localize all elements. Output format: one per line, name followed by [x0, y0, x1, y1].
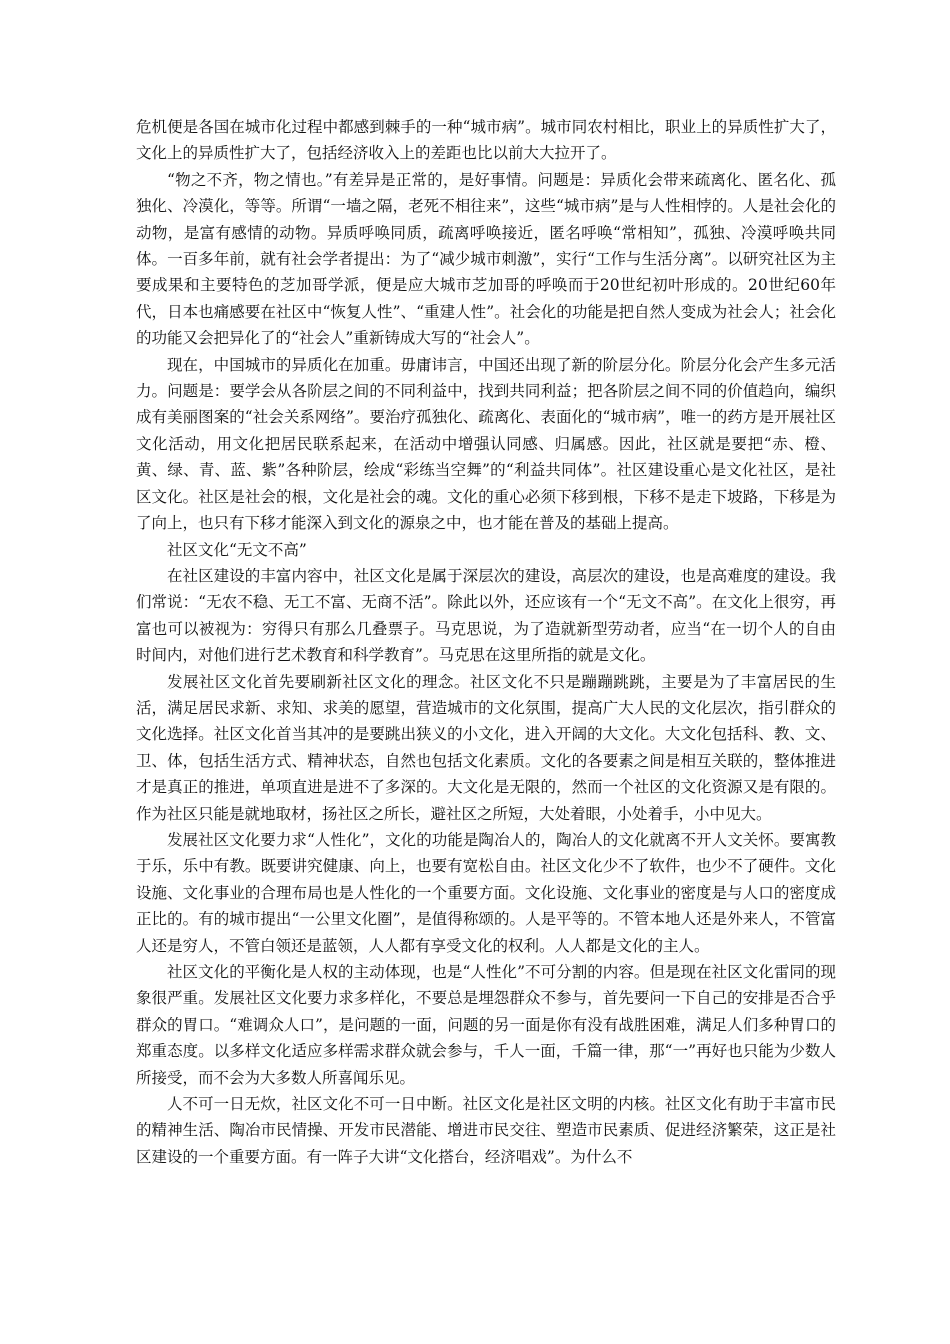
paragraph-continuation: 危机便是各国在城市化过程中都感到棘手的一种“城市病”。城市同农村相比，职业上的异质性扩大了，文化上的异质性扩大了，包括经济收入上的差距也比以前大大拉开了。 — [136, 118, 836, 163]
paragraph-diversity: 社区文化的平衡化是人权的主动体现，也是“人性化”不可分割的内容。但是现在社区文化雷同的现象很严重。发展社区文化要力求多样化，不要总是埋怨群众不参与，首先要问一下自己的安排是否合乎群众的胃口。“难调众人口”，是问题的一面，问题的另一面是你有没有战胜困难，满足人们多种胃口的郑重态度。以多样文化适应多样需求群众就会参与，千人一面，千篇一律，那“一”再好也只能为少数人所接受，而不会为大多数人所喜闻乐见。 — [136, 963, 836, 1087]
paragraph-continuity: 人不可一日无炊，社区文化不可一日中断。社区文化是社区文明的内核。社区文化有助于丰富市民的精神生活、陶冶市民情操、开发市民潜能、增进市民交往、塑造市民素质、促进经济繁荣，这正是社区建设的一个重要方面。有一阵子大讲“文化搭台，经济唱戏”。为什么不 — [136, 1095, 836, 1166]
section-heading: 社区文化“无文不高” — [167, 540, 307, 559]
paragraph-deep-construction: 在社区建设的丰富内容中，社区文化是属于深层次的建设，高层次的建设，也是高难度的建设。我们常说：“无农不稳、无工不富、无商不活”。除此以外，还应该有一个“无文不高”。在文化上很穷，再富也可以被视为：穷得只有那么几叠票子。马克思说，为了造就新型劳动者，应当“在一切个人的自由时间内，对他们进行艺术教育和科学教育”。马克思在这里所指的就是文化。 — [136, 566, 836, 665]
document-page — [136, 114, 836, 1170]
paragraph-urban-disease: “物之不齐，物之情也。”有差异是正常的，是好事情。问题是：异质化会带来疏离化、匿名化、孤独化、冷漠化，等等。所谓“一墙之隔，老死不相往来”，这些“城市病”是与人性相悖的。人是社会化的动物，是富有感情的动物。异质呼唤同质，疏离呼唤接近，匿名呼唤“常相知”，孤独、冷漠呼唤共同体。一百多年前，就有社会学者提出：为了“减少城市刺激”，实行“工作与生活分离”。以研究社区为主要成果和主要特色的芝加哥学派，便是应大城市芝加哥的呼唤而于20世纪初叶形成的。20世纪60年代，日本也痛感要在社区中“恢复人性”、“重建人性”。社会化的功能是把自然人变成为社会人；社会化的功能又会把异化了的“社会人”重新铸成大写的“社会人”。 — [136, 170, 836, 348]
paragraph-refresh-concept: 发展社区文化首先要刷新社区文化的理念。社区文化不只是蹦蹦跳跳，主要是为了丰富居民的生活，满足居民求新、求知、求美的愿望，营造城市的文化氛围，提高广大人民的文化层次，指引群众的文化选择。社区文化首当其冲的是要跳出狭义的小文化，进入开阔的大文化。大文化包括科、教、文、卫、体，包括生活方式、精神状态，自然也包括文化素质。文化的各要素之间是相互关联的，整体推进才是真正的推进，单项直进是进不了多深的。大文化是无限的，然而一个社区的文化资源又是有限的。作为社区只能是就地取材，扬社区之所长，避社区之所短，大处着眼，小处着手，小中见大。 — [136, 672, 836, 823]
paragraph-stratification: 现在，中国城市的异质化在加重。毋庸讳言，中国还出现了新的阶层分化。阶层分化会产生多元活力。问题是：要学会从各阶层之间的不同利益中，找到共同利益；把各阶层之间不同的价值趋向，编织成有美丽图案的“社会关系网络”。要治疗孤独化、疏离化、表面化的“城市病”，唯一的药方是开展社区文化活动，用文化把居民联系起来，在活动中增强认同感、归属感。因此，社区就是要把“赤、橙、黄、绿、青、蓝、紫”各种阶层，绘成“彩练当空舞”的“利益共同体”。社区建设重心是文化社区，是社区文化。社区是社会的根，文化是社会的魂。文化的重心必须下移到根，下移不是走下坡路，下移是为了向上，也只有下移才能深入到文化的源泉之中，也才能在普及的基础上提高。 — [136, 355, 836, 533]
paragraph-humanization: 发展社区文化要力求“人性化”，文化的功能是陶冶人的，陶冶人的文化就离不开人文关怀。要寓教于乐，乐中有教。既要讲究健康、向上，也要有宽松自由。社区文化少不了软件，也少不了硬件。文化设施、文化事业的合理布局也是人性化的一个重要方面。文化设施、文化事业的密度是与人口的密度成正比的。有的城市提出“一公里文化圈”，是值得称颂的。人是平等的。不管本地人还是外来人，不管富人还是穷人，不管白领还是蓝领，人人都有享受文化的权利。人人都是文化的主人。 — [136, 830, 836, 955]
